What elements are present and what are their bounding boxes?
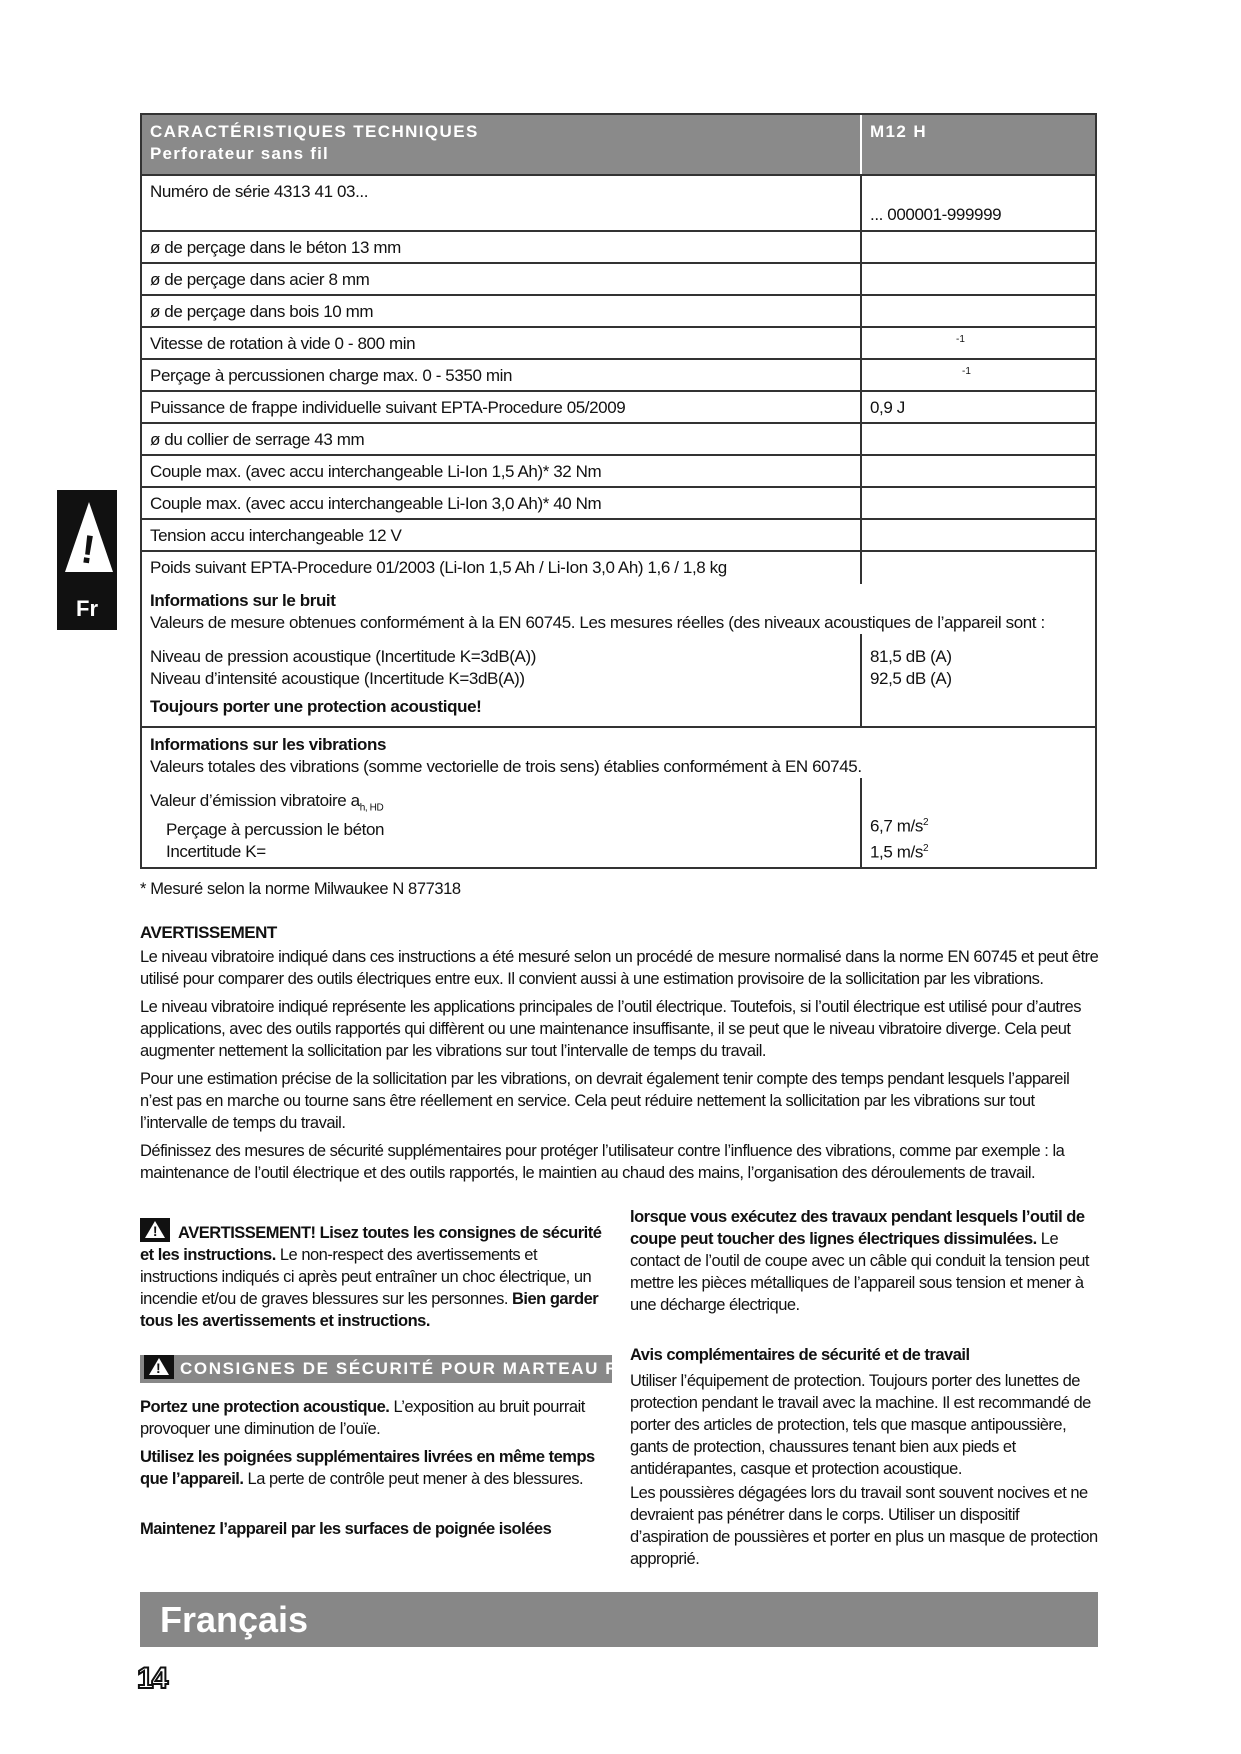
spec-serial-value: ... 000001-999999	[870, 205, 1002, 224]
spec-row-label: Tension accu interchangeable 12 V	[150, 526, 402, 545]
noise-intensity-label: Niveau d’intensité acoustique (Incertitude K=3dB(A))	[150, 669, 525, 688]
vibration-drilling-label: Perçage à percussion le béton	[166, 820, 385, 840]
spec-row-label: ø de perçage dans le béton 13 mm	[150, 238, 401, 257]
warning-paragraph-2: Le niveau vibratoire indiqué représente les applications principales de l’outil électrique. Toutefois, si l’outil électrique est utilisé pour d’autres applications, avec des outils rapportés qui diffèrent ou une maintenance insuffisante, il se peut que le niveau vibratoire diverge. Cela peut augmenter nettement la sollicitation par les vibrations sur tout l’intervalle de temps du travail.	[140, 998, 1081, 1060]
warning-paragraph-4: Définissez des mesures de sécurité supplémentaires pour protéger l’utilisateur contre l’influence des vibrations, comme par exemple : la maintenance de l’outil électrique et des outils rapportés, le maintien au chaud des mains, l’organisation des déroulements de travail.	[140, 1142, 1065, 1182]
safety-warning-block	[140, 1218, 612, 1332]
vibration-intro: Valeurs totales des vibrations (somme vectorielle de trois sens) établies conformément à EN 60745.	[150, 757, 862, 776]
noise-protection: Toujours porter une protection acoustique!	[150, 697, 482, 716]
spec-row	[142, 392, 1095, 424]
spec-row-label: Couple max. (avec accu interchangeable Li-Ion 1,5 Ah)* 32 Nm	[150, 462, 602, 481]
vibration-emission-label: Valeur d’émission vibratoire a	[150, 791, 360, 810]
spec-row-label: Puissance de frappe individuelle suivant EPTA-Procedure 05/2009	[150, 398, 626, 417]
spec-row	[142, 424, 1095, 456]
spec-row	[142, 264, 1095, 296]
spec-serial-label: Numéro de série 4313 41 03...	[150, 182, 369, 201]
spec-row	[142, 232, 1095, 264]
vibration-unit-exp-1: 2	[922, 817, 929, 828]
side-tab-label: Fr	[76, 596, 98, 621]
spec-title: CARACTÉRISTIQUES TECHNIQUES	[150, 122, 479, 141]
spec-row	[142, 520, 1095, 552]
spec-row	[142, 488, 1095, 520]
noise-block	[142, 584, 1095, 728]
spec-row-label: Poids suivant EPTA-Procedure 01/2003 (Li-Ion 1,5 Ah / Li-Ion 3,0 Ah) 1,6 / 1,8 kg	[150, 558, 727, 577]
spec-footnote: * Mesuré selon la norme Milwaukee N 877318	[140, 880, 461, 898]
safety-warning-bold2: Bien garder tous les avertissements et instructions.	[140, 1290, 599, 1330]
hearing-protection-para: Portez une protection acoustique. L’exposition au bruit pourrait provoquer une diminution de l’ouïe.	[140, 1398, 585, 1438]
safety-warning-bold: AVERTISSEMENT! Lisez toutes les consignes de sécurité et les instructions.	[140, 1224, 602, 1264]
vibration-block	[142, 728, 1095, 867]
hidden-wiring-para: lorsque vous exécutez des travaux pendant lesquels l’outil de coupe peut toucher des lignes électriques dissimulées. Le contact de l’outil de coupe avec un câble qui conduit la tension peut mettre les pièces métalliques de l’appareil sous tension et mener à une décharge électrique.	[630, 1208, 1090, 1314]
spec-row-label: Vitesse de rotation à vide 0 - 800 min	[150, 334, 416, 353]
noise-pressure-value: 81,5 dB (A)	[870, 647, 952, 666]
vibration-uncertainty-value: 1,5 m/s	[870, 842, 923, 862]
spec-row-unit-exponent: -1	[956, 334, 965, 345]
spec-row-unit-exponent: -1	[962, 366, 971, 377]
spec-row-label: ø du collier de serrage 43 mm	[150, 430, 365, 449]
warning-paragraph-3: Pour une estimation précise de la sollicitation par les vibrations, on devrait également tenir compte des temps pendant lesquels l’appareil n’est pas en marche ou tourne sans être réellement en service. Cela peut réduire nettement la sollicitation par les vibrations sur tout l’intervalle de temps du travail.	[140, 1070, 1070, 1132]
dust-para: Les poussières dégagées lors du travail sont souvent nocives et ne devraient pas pénétrer dans le corps. Utiliser un dispositif d’aspiration de poussières et porter en plus un masque de protection approprié.	[630, 1484, 1098, 1568]
spec-row	[142, 360, 1095, 392]
spec-row-label: ø de perçage dans acier 8 mm	[150, 270, 370, 289]
spec-table	[140, 113, 1097, 869]
vibration-title: Informations sur les vibrations	[150, 735, 387, 754]
vibration-emission-sub: h, HD	[359, 802, 384, 814]
protective-equipment-para: Utiliser l’équipement de protection. Toujours porter des lunettes de protection pendant le travail avec la machine. Il est recommandé de porter des articles de protection, tels que masque antipoussière, gants de protection, chaussures tenant bien aux pieds et antidérapantes, casque et protection acoustique.	[630, 1372, 1091, 1478]
vibration-drilling-value: 6,7 m/s	[870, 816, 923, 836]
noise-title: Informations sur le bruit	[150, 591, 336, 610]
language-footer-bar	[140, 1592, 1098, 1647]
noise-intro: Valeurs de mesure obtenues conformément à la EN 60745. Les mesures réelles (des niveaux acoustiques de l’appareil sont :	[150, 613, 1045, 632]
vibration-uncertainty-label: Incertitude K=	[166, 842, 266, 862]
spec-row-label: ø de perçage dans bois 10 mm	[150, 302, 374, 321]
spec-row-serial	[142, 176, 1095, 232]
warning-paragraph-1: Le niveau vibratoire indiqué dans ces instructions a été mesuré selon un procédé de mesure normalisé dans la norme EN 60745 et peut être utilisé pour comparer des outils électriques entre eux. Il convient aussi à une estimation provisoire de la sollicitation par les vibrations.	[140, 948, 1099, 988]
noise-intensity-value: 92,5 dB (A)	[870, 669, 952, 688]
auxiliary-handles-para: Utilisez les poignées supplémentaires livrées en même temps que l’appareil. La perte de contrôle peut mener à des blessures.	[140, 1448, 595, 1488]
language-label: Français	[160, 1599, 309, 1640]
spec-header-row	[142, 115, 1095, 176]
safety-warning-text: Le non-respect des avertissements et instructions indiqués ci après peut entraîner un choc électrique, un incendie et/ou de graves blessures sur les personnes.	[140, 1246, 592, 1308]
spec-row	[142, 328, 1095, 360]
warning-icon	[144, 1355, 174, 1379]
spec-model: M12 H	[870, 122, 928, 141]
warning-icon	[140, 1218, 170, 1242]
spec-row-label: Couple max. (avec accu interchangeable Li-Ion 3,0 Ah)* 40 Nm	[150, 494, 602, 513]
language-side-tab: ! Fr	[57, 490, 117, 630]
warning-heading: AVERTISSEMENT	[140, 923, 277, 942]
rotary-hammer-safety-heading: !CONSIGNES DE SÉCURITÉ POUR MARTEAU ROTATIF	[140, 1355, 612, 1383]
spec-subtitle: Perforateur sans fil	[150, 144, 329, 163]
page-number: 14	[137, 1662, 167, 1695]
noise-pressure-label: Niveau de pression acoustique (Incertitude K=3dB(A))	[150, 647, 537, 666]
spec-row-value: 0,9 J	[870, 398, 905, 417]
spec-row	[142, 296, 1095, 328]
insulated-grip-para: Maintenez l’appareil par les surfaces de poignée isolées	[140, 1520, 552, 1538]
spec-row	[142, 456, 1095, 488]
additional-safety-heading: Avis complémentaires de sécurité et de travail	[630, 1346, 970, 1364]
vibration-unit-exp-2: 2	[922, 842, 929, 854]
spec-row	[142, 552, 1095, 584]
spec-row-label: Perçage à percussionen charge max. 0 - 5350 min	[150, 366, 513, 385]
